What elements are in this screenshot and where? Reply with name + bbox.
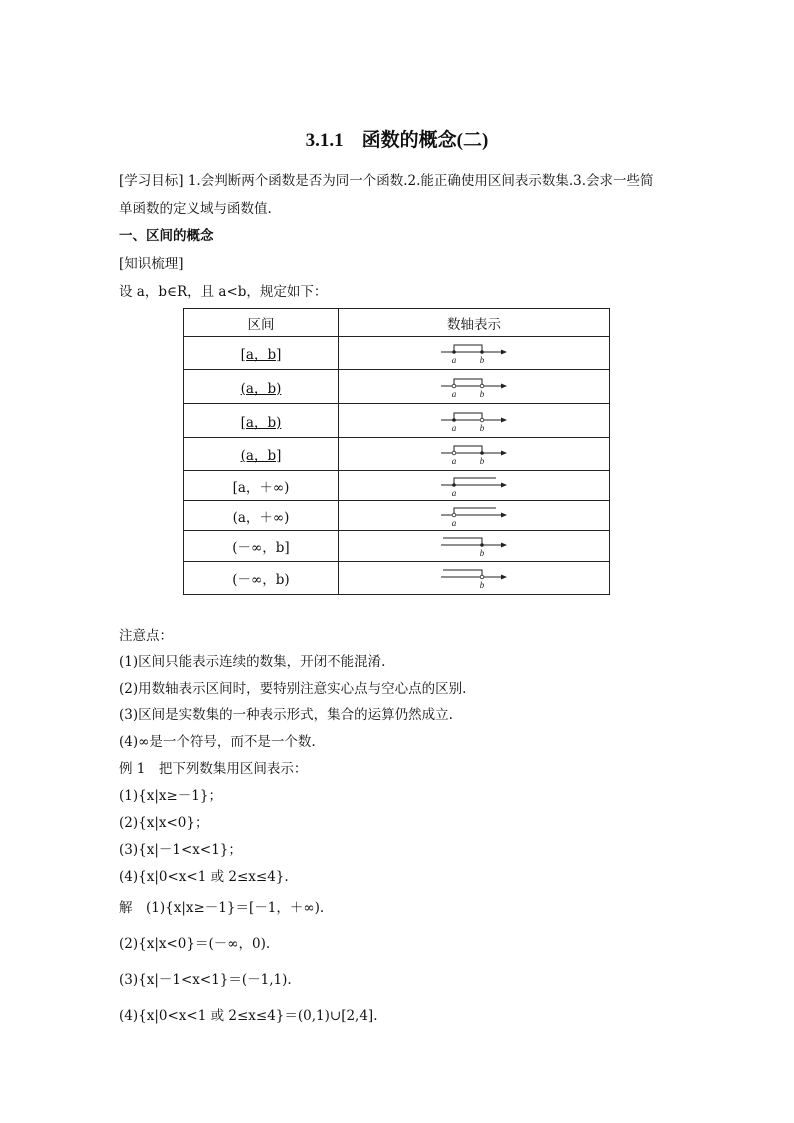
endpoint-label: a [451, 456, 457, 466]
interval-notation [184, 471, 339, 501]
axis-arrow [501, 383, 507, 388]
axis-arrow [501, 451, 507, 456]
interval-text: (a，b] [240, 448, 282, 464]
open-endpoint [480, 575, 484, 579]
interval-text: (a，b) [240, 380, 282, 397]
closed-endpoint [452, 483, 456, 487]
solution-line: (3){x|－1<x<1}＝(－1,1). [119, 972, 292, 988]
table-row [184, 337, 610, 370]
notes-heading: 注意点： [119, 628, 173, 644]
example-heading: 例 1 把下列数集用区间表示： [119, 761, 308, 777]
number-line-cell [339, 404, 610, 438]
interval-text: [a，b] [240, 347, 282, 363]
header-axis: 数轴表示 [339, 309, 610, 337]
endpoint-label: a [451, 355, 457, 365]
interval-bracket [443, 570, 482, 577]
number-line-diagram [439, 566, 509, 590]
endpoint-label: b [479, 456, 485, 466]
example-item: (4){x|0<x<1 或 2≤x≤4}. [119, 869, 289, 885]
section-number: 3.1.1 [305, 130, 344, 151]
axis-arrow [501, 417, 507, 422]
intro-text: 设 a，b∈R，且 a<b，规定如下： [119, 284, 328, 300]
interval-notation [184, 562, 339, 595]
number-line-diagram [439, 409, 509, 433]
endpoint-label: a [451, 422, 457, 433]
interval-notation [184, 531, 339, 562]
table-row [184, 404, 610, 438]
axis-arrow [501, 512, 507, 517]
header-interval: 区间 [184, 309, 339, 337]
open-endpoint [452, 384, 456, 388]
objectives-line-2: 单函数的定义域与函数值. [119, 201, 272, 217]
open-endpoint [480, 384, 484, 388]
interval-bracket [454, 379, 482, 386]
example-item: (1){x|x≥－1}； [119, 788, 222, 804]
table-row [184, 370, 610, 404]
endpoint-label: b [479, 422, 485, 433]
number-line-diagram [439, 504, 509, 528]
table-body [184, 337, 610, 595]
example-item: (3){x|－1<x<1}； [119, 842, 242, 858]
interval-table [183, 308, 610, 595]
note-item: (2)用数轴表示区间时，要特别注意实心点与空心点的区别. [119, 681, 467, 697]
note-item: (3)区间是实数集的一种表示形式，集合的运算仍然成立. [119, 707, 453, 723]
number-line-diagram [439, 375, 509, 399]
number-line-cell [339, 531, 610, 562]
number-line-cell [339, 562, 610, 595]
endpoint-label: b [479, 388, 485, 399]
open-endpoint [480, 418, 484, 422]
interval-notation [184, 337, 339, 370]
number-line-cell [339, 501, 610, 531]
table-header-row [184, 309, 610, 337]
interval-bracket [454, 446, 482, 453]
note-item: (4)∞是一个符号，而不是一个数. [119, 734, 316, 750]
number-line-cell [339, 438, 610, 471]
interval-bracket [454, 508, 496, 515]
interval-bracket [443, 538, 482, 545]
interval-bracket [454, 478, 496, 485]
number-line-cell [339, 471, 610, 501]
endpoint-label: b [479, 355, 485, 365]
number-line-diagram [439, 474, 509, 498]
open-endpoint [452, 451, 456, 455]
table-row [184, 562, 610, 595]
table-row [184, 501, 610, 531]
number-line-diagram [439, 534, 509, 558]
page-title [0, 125, 794, 152]
axis-arrow [501, 543, 507, 548]
number-line-diagram [439, 442, 509, 466]
number-line-cell [339, 370, 610, 404]
example-item: (2){x|x<0}； [119, 815, 209, 831]
axis-arrow [501, 482, 507, 487]
interval-notation [184, 501, 339, 531]
solution-line: (2){x|x<0}＝(－∞，0). [119, 936, 271, 952]
section-heading: 一、区间的概念 [119, 228, 214, 244]
closed-endpoint [480, 543, 484, 547]
interval-text: [a，＋∞) [232, 479, 290, 496]
endpoint-label: b [479, 548, 485, 558]
interval-text: (a，＋∞) [232, 509, 290, 526]
table-row [184, 531, 610, 562]
endpoint-label: a [451, 517, 457, 528]
objectives-tag: [学习目标] [119, 173, 184, 189]
closed-endpoint [452, 418, 456, 422]
interval-bracket [454, 413, 482, 420]
knowledge-tag: [知识梳理] [119, 256, 184, 272]
interval-text: [a，b) [240, 414, 282, 431]
interval-text: (－∞，b) [232, 572, 290, 588]
closed-endpoint [452, 350, 456, 354]
table-row [184, 471, 610, 501]
interval-notation [184, 438, 339, 471]
endpoint-label: b [479, 580, 485, 590]
interval-bracket [454, 345, 482, 352]
table-row [184, 438, 610, 471]
closed-endpoint [480, 350, 484, 354]
interval-notation [184, 404, 339, 438]
number-line-diagram [439, 341, 509, 365]
solution-line: 解 (1){x|x≥－1}＝[－1，＋∞). [119, 900, 325, 916]
axis-arrow [501, 350, 507, 355]
interval-text: (－∞，b] [232, 540, 290, 556]
number-line-cell [339, 337, 610, 370]
closed-endpoint [480, 451, 484, 455]
objectives-text-1: 1.会判断两个函数是否为同一个函数.2.能正确使用区间表示数集.3.会求一些简 [183, 173, 654, 189]
interval-notation [184, 370, 339, 404]
axis-arrow [501, 575, 507, 580]
open-endpoint [452, 513, 456, 517]
note-item: (1)区间只能表示连续的数集，开闭不能混淆. [119, 654, 386, 670]
endpoint-label: a [451, 487, 457, 498]
solution-line: (4){x|0<x<1 或 2≤x≤4}＝(0,1)∪[2,4]. [119, 1008, 378, 1024]
objectives-line-1 [119, 171, 654, 191]
section-title: 函数的概念(二) [361, 130, 489, 151]
endpoint-label: a [451, 388, 457, 399]
